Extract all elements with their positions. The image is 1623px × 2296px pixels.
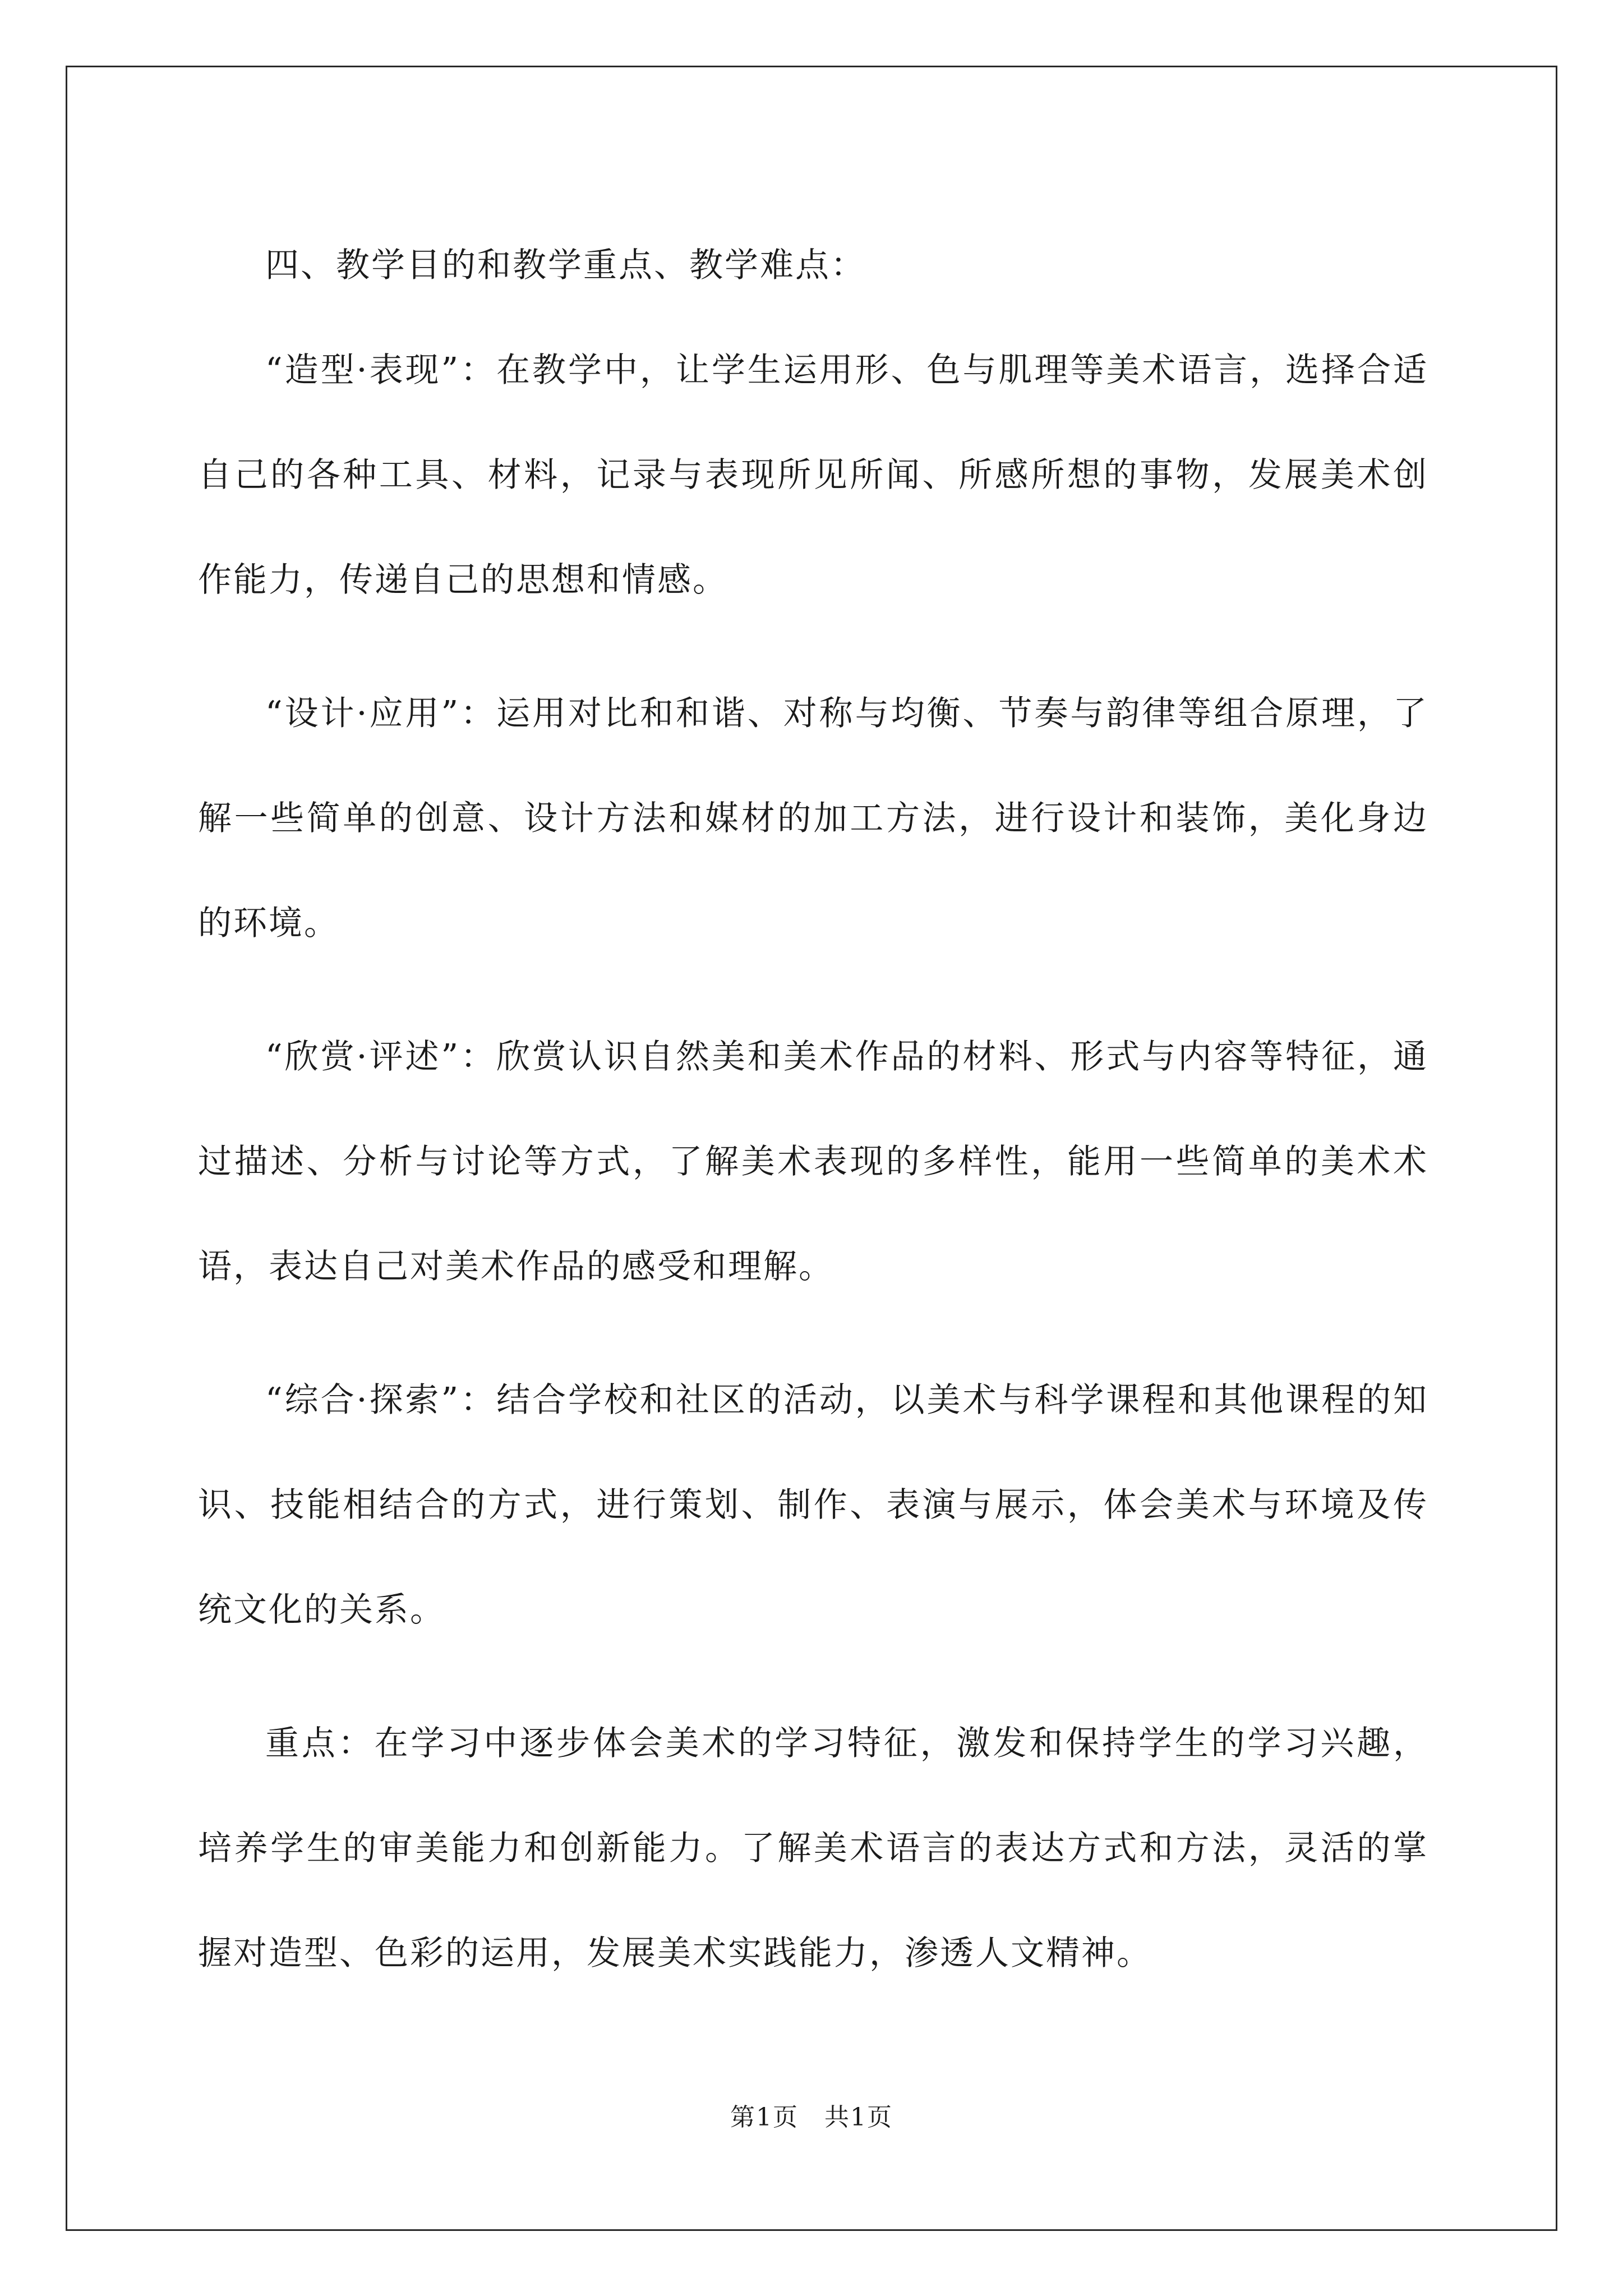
page-number: 第1页 共1页 bbox=[730, 2103, 893, 2132]
paragraph-modeling-expression: “造型·表现”：在教学中，让学生运用形、色与肌理等美术语言，选择合适自己的各种工具、材料，记录与表现所见所闻、所感所想的事物，发展美术创作能力，传递自己的思想和情感。 bbox=[198, 351, 1428, 600]
paragraph-appreciation-review: “欣赏·评述”：欣赏认识自然美和美术作品的材料、形式与内容等特征，通过描述、分析与讨论等方式，了解美术表现的多样性，能用一些简单的美术术语，表达自己对美术作品的感受和理解。 bbox=[198, 1037, 1428, 1286]
paragraph-design-application: “设计·应用”：运用对比和和谐、对称与均衡、节奏与韵律等组合原理，了解一些简单的创意、设计方法和媒材的加工方法，进行设计和装饰，美化身边的环境。 bbox=[198, 694, 1428, 943]
section-heading: 四、教学目的和教学重点、教学难点： bbox=[265, 246, 866, 285]
paragraph-key-points: 重点：在学习中逐步体会美术的学习特征，激发和保持学生的学习兴趣，培养学生的审美能力和创新能力。了解美术语言的表达方式和方法，灵活的掌握对造型、色彩的运用，发展美术实践能力，渗透人文精神。 bbox=[198, 1724, 1428, 1973]
document-body bbox=[198, 213, 1428, 2035]
paragraph-comprehensive-exploration: “综合·探索”：结合学校和社区的活动，以美术与科学课程和其他课程的知识、技能相结合的方式，进行策划、制作、表演与展示，体会美术与环境及传统文化的关系。 bbox=[198, 1381, 1428, 1630]
